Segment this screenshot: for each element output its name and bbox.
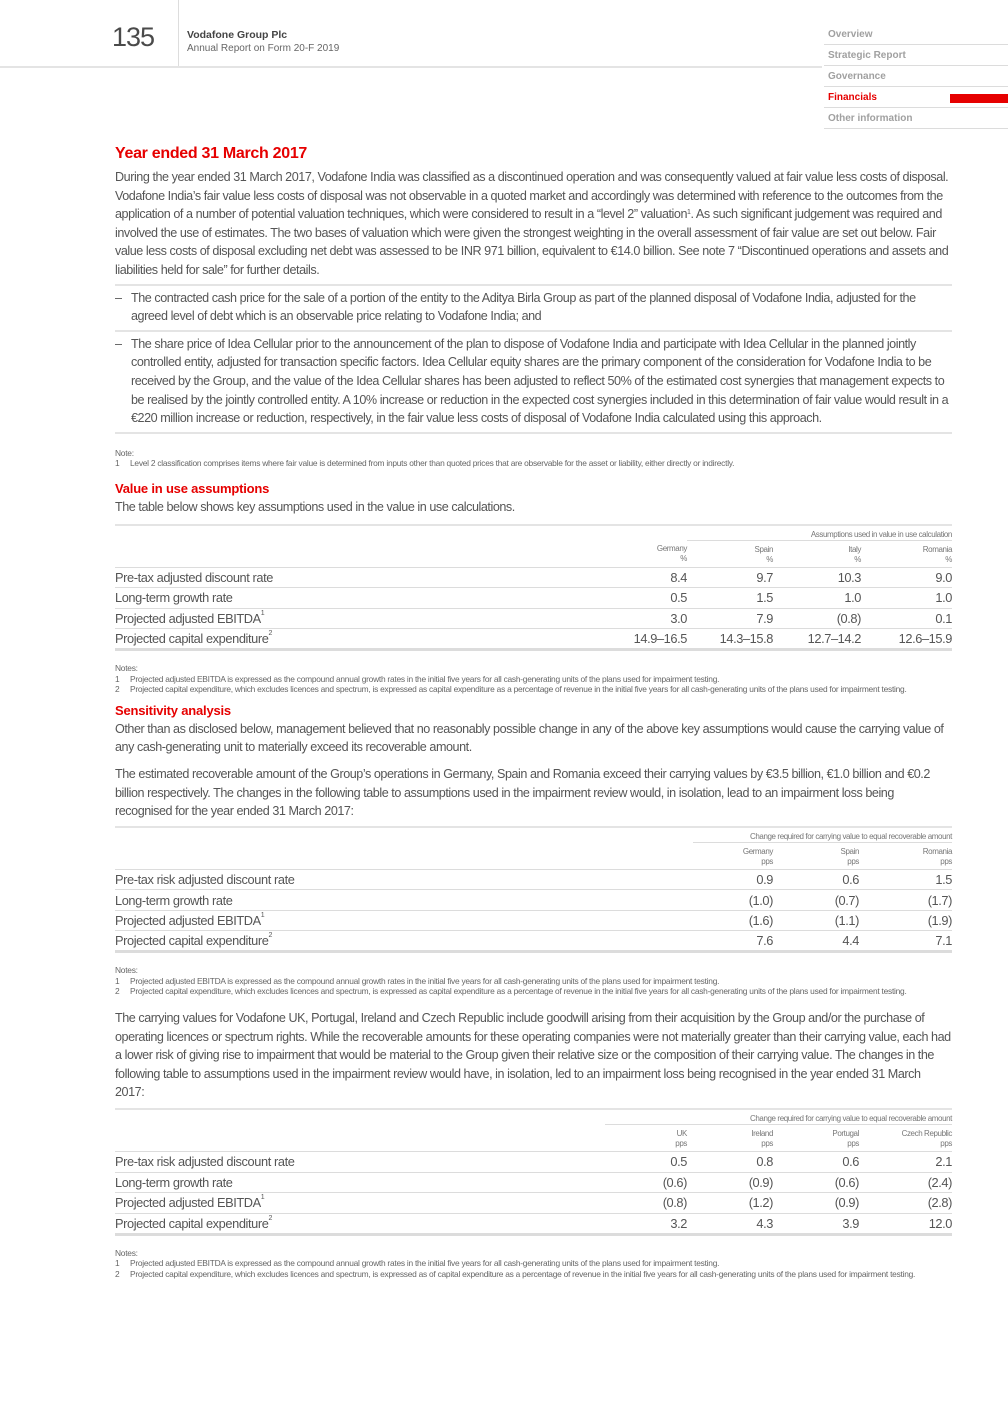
cell: (0.7) [773, 890, 859, 911]
value-in-use-intro: The table below shows key assumptions used in the value in use calculations. [115, 499, 515, 514]
nav-item-other-information[interactable] [824, 108, 1008, 129]
cell: 12.6–15.9 [861, 629, 952, 650]
footnote-ref: 1 [260, 609, 265, 617]
table-row [115, 567, 952, 588]
note-item [115, 986, 952, 997]
valuation-bases-list [115, 286, 952, 434]
column-header [773, 1125, 859, 1152]
note-number: 1 [115, 1258, 120, 1269]
table-row [115, 910, 952, 931]
label-text: Long-term growth rate [115, 892, 233, 908]
notes-label: Notes: [115, 1247, 138, 1258]
note-text: Projected adjusted EBITDA is expressed as the compound annual growth rates in the initial five years for all cash-generating units of the plans used for impairment testing. [130, 673, 720, 684]
label-text: Pre-tax risk adjusted discount rate [115, 872, 295, 887]
col-unit: pps [847, 856, 859, 866]
col-name: Ireland [751, 1129, 773, 1138]
note-text: Projected capital expenditure, which excludes licences and spectrum, is expressed as capital expenditure as a percentage of revenue in the initial five years for all cash-generating units of the plans used for impairment testing. [130, 684, 907, 695]
note-text: Level 2 classification comprises items where fair value is determined from inputs other than quoted prices that are observable for the asset or liability, either directly or indirectly. [130, 458, 735, 469]
list-item-text: The contracted cash price for the sale of a portion of the entity to the Aditya Birla Group as part of the planned disposal of Vodafone India, adjusted for the agreed level of debt which is an observable price relating to Vodafone India; and [131, 290, 916, 324]
col-name: Italy [848, 544, 861, 554]
column-header [859, 842, 952, 869]
cell: (2.8) [859, 1193, 952, 1214]
col-unit: pps [761, 856, 773, 866]
row-label [115, 588, 605, 609]
col-name: Portugal [832, 1129, 859, 1138]
note-number: 2 [115, 684, 120, 695]
value-in-use-table [115, 524, 952, 652]
note-item [115, 674, 952, 685]
text-span: . As such significant judgement was required and involved the use of estimates. The two bases of valuation which were given the strongest weighting in the overall assessment of fair value are set out below. Fair value less costs of disposal excluding net debt was assessed to be INR 971 billion, equivalent to €14.0 billion. See note 7 “Discontinued operations and assets and liabilities held for sale” for further details. [115, 207, 949, 277]
active-indicator [950, 94, 1008, 103]
col-unit: pps [940, 856, 952, 866]
cell: 7.1 [859, 931, 952, 952]
section-title-year-2017: Year ended 31 March 2017 [115, 145, 308, 162]
header-rule [0, 66, 822, 68]
section-title-value-in-use: Value in use assumptions [115, 480, 270, 496]
notes-label: Note: [115, 447, 134, 458]
text-span: During the year ended 31 March 2017, Vodafone India was classified as a discontinued operation and was consequently valued at fair value less costs of disposal. Vodafone India’s fair value less costs of disposal was not observable in a quoted market and accordingly was determined with reference to the outcomes from the application of a number of potential valuation techniques, which were considered to result in a “level 2” valuation [115, 170, 949, 222]
table-row [115, 608, 952, 629]
col-unit: pps [675, 1139, 687, 1148]
cell: (1.0) [693, 890, 773, 911]
cell: 3.0 [605, 608, 687, 629]
cell: 0.8 [687, 1152, 773, 1173]
label-text: Projected adjusted EBITDA [115, 1195, 261, 1211]
cell: (1.6) [693, 910, 773, 931]
main-content [115, 145, 952, 1279]
cell: 0.6 [773, 869, 859, 890]
column-header [687, 540, 773, 567]
cell: 14.3–15.8 [687, 629, 773, 650]
cell: 9.7 [687, 567, 773, 588]
cell: (0.8) [773, 608, 861, 629]
section-title-sensitivity: Sensitivity analysis [115, 702, 231, 718]
page-number: 135 [112, 22, 155, 52]
nav-item-governance[interactable] [824, 66, 1008, 87]
nav-label: Other information [828, 113, 913, 124]
cell: 3.9 [773, 1213, 859, 1234]
cell: 7.9 [687, 608, 773, 629]
label-text: Projected capital expenditure [115, 933, 269, 949]
cell: (1.1) [773, 910, 859, 931]
note-text: Projected adjusted EBITDA is expressed as the compound annual growth rates in the initial five years for all cash-generating units of the plans used for impairment testing. [130, 1258, 720, 1269]
note-text: Projected capital expenditure, which excludes licences and spectrum, is expressed as capital expenditure as a percentage of revenue in the initial five years for all cash-generating units of the plans used for impairment testing. [130, 986, 907, 997]
cell: 12.7–14.2 [773, 629, 861, 650]
table-row [115, 890, 952, 911]
dash-icon: – [115, 290, 122, 305]
nav-label: Governance [828, 71, 886, 82]
list-item [115, 286, 952, 332]
company-name: Vodafone Group Plc [187, 29, 288, 41]
column-header [859, 1125, 952, 1152]
table-row [115, 588, 952, 609]
row-label [115, 1193, 605, 1214]
cell: (0.6) [605, 1172, 687, 1193]
table-row [115, 629, 952, 650]
cell: 10.3 [773, 567, 861, 588]
column-header [605, 1125, 687, 1152]
notes-label: Notes: [115, 965, 138, 976]
notes-label: Notes: [115, 663, 138, 673]
col-unit: pps [847, 1139, 859, 1148]
col-unit: % [680, 554, 687, 563]
label-text: Projected capital expenditure [115, 631, 269, 646]
row-label [115, 931, 693, 952]
cell: 0.5 [605, 588, 687, 609]
note-item [115, 1258, 952, 1269]
section-nav [824, 24, 1008, 129]
nav-label: Overview [828, 29, 873, 40]
sensitivity-table-uk-ireland-portugal-czech [115, 1108, 952, 1236]
label-text: Projected adjusted EBITDA [115, 610, 261, 626]
col-name: Germany [742, 846, 773, 856]
cell: 4.3 [687, 1213, 773, 1234]
dash-icon: – [115, 336, 122, 351]
notes [115, 448, 952, 469]
footnote-ref: 2 [268, 932, 272, 940]
cell: 0.1 [861, 608, 952, 629]
cell: 7.6 [693, 931, 773, 952]
sensitivity-para-1: Other than as disclosed below, management believed that no reasonably possible change in any of the above key assumptions would cause the carrying value of any cash-generating unit to materially exceed its recoverable amount. [115, 721, 944, 755]
intro-paragraph [115, 168, 952, 280]
col-name: Czech Republic [901, 1129, 952, 1138]
nav-item-strategic-report[interactable] [824, 45, 1008, 66]
col-name: Spain [840, 846, 859, 856]
report-title: Annual Report on Form 20-F 2019 [187, 43, 340, 54]
label-text: Long-term growth rate [115, 590, 233, 606]
note-number: 1 [115, 975, 120, 986]
note-number: 2 [115, 1268, 120, 1279]
col-name: Romania [922, 846, 952, 856]
cell: (0.6) [773, 1172, 859, 1193]
cell: 0.6 [773, 1152, 859, 1173]
sensitivity-para-3: The carrying values for Vodafone UK, Portugal, Ireland and Czech Republic include goodwill arising from their acquisition by the Group and/or the purchase of operating licences or spectrum rights. While the recoverable amounts for these operating companies were not materially greater than their carrying value, each had a lower risk of giving rise to impairment that would be material to the Group given their relative size or the composition of their carrying value. The changes in the following table to assumptions used in the impairment review would have, in isolation, led to an impairment loss being recognised in the year ended 31 March 2017: [115, 1011, 951, 1100]
note-number: 1 [115, 673, 120, 684]
table-group-header: Change required for carrying value to equal recoverable amount [605, 1109, 952, 1125]
notes [115, 663, 952, 695]
table-row [115, 1193, 952, 1214]
list-item-text: The share price of Idea Cellular prior to the announcement of the plan to dispose of Vodafone India and participate with Idea Cellular in the planned jointly controlled entity, adjusted for transaction specific factors. Idea Cellular equity shares are the primary component of the consideration for Vodafone India to be received by the Group, and the value of the Idea Cellular shares has been adjusted to reflect 50% of the estimated cost synergies that management expects to be realised by the jointly controlled entity. A 10% increase or reduction in the expected cost synergies included in this determination of fair value would result in a €220 million increase or reduction, respectively, in the fair value less costs of disposal of Vodafone India calculated using this approach. [131, 336, 949, 426]
note-item [115, 684, 952, 695]
sensitivity-para-2: The estimated recoverable amount of the Group’s operations in Germany, Spain and Romania exceed their carrying values by €3.5 billion, €1.0 billion and €0.2 billion respectively. The changes in the following table to assumptions used in the impairment review would, in isolation, lead to an impairment loss being recognised for the year ended 31 March 2017: [115, 766, 930, 819]
row-label [115, 608, 605, 629]
cell: 1.0 [773, 588, 861, 609]
cell: 4.4 [773, 931, 859, 952]
cell: 12.0 [859, 1213, 952, 1234]
footnote-ref: 2 [268, 630, 272, 637]
col-unit: pps [940, 1139, 952, 1148]
column-header [773, 540, 861, 567]
label-text: Pre-tax adjusted discount rate [115, 569, 274, 585]
column-header [693, 842, 773, 869]
col-unit: % [766, 554, 773, 564]
label-text: Projected capital expenditure [115, 1215, 269, 1231]
row-label [115, 910, 693, 931]
column-header [687, 1125, 773, 1152]
table-row [115, 931, 952, 952]
nav-item-financials[interactable] [824, 87, 1008, 108]
cell: 14.9–16.5 [605, 629, 687, 650]
note-number: 2 [115, 986, 120, 997]
row-label [115, 1213, 605, 1234]
cell: 2.1 [859, 1152, 952, 1173]
cell: (0.8) [605, 1193, 687, 1214]
col-name: Romania [922, 544, 952, 554]
note-text: Projected capital expenditure, which excludes licences and spectrum, is expressed as of capital expenditure as a percentage of revenue in the initial five years for all cash-generating units of the plans used for impairment testing. [130, 1268, 916, 1279]
cell: 1.5 [859, 869, 952, 890]
column-header [861, 540, 952, 567]
table-group-header: Change required for carrying value to equal recoverable amount [693, 827, 952, 843]
col-unit: % [945, 554, 952, 564]
table-row [115, 1213, 952, 1234]
label-text: Pre-tax risk adjusted discount rate [115, 1154, 295, 1170]
row-label [115, 869, 693, 890]
col-name: UK [676, 1129, 687, 1138]
nav-item-overview[interactable] [824, 24, 1008, 45]
note-item [115, 976, 952, 987]
label-text: Long-term growth rate [115, 1174, 233, 1190]
nav-label: Strategic Report [828, 50, 906, 61]
cell: (2.4) [859, 1172, 952, 1193]
sensitivity-table-germany-spain-romania [115, 826, 952, 954]
cell: (1.2) [687, 1193, 773, 1214]
cell: 0.5 [605, 1152, 687, 1173]
cell: (0.9) [773, 1193, 859, 1214]
footnote-ref: 1 [260, 1194, 265, 1202]
note-item [115, 1269, 952, 1280]
nav-label: Financials [828, 92, 877, 103]
table-row [115, 1152, 952, 1173]
cell: 3.2 [605, 1213, 687, 1234]
column-header [605, 540, 687, 567]
note-number: 1 [115, 458, 120, 469]
footnote-ref: 1 [260, 912, 265, 919]
cell: 8.4 [605, 567, 687, 588]
row-label [115, 567, 605, 588]
note-text: Projected adjusted EBITDA is expressed as the compound annual growth rates in the initial five years for all cash-generating units of the plans used for impairment testing. [130, 975, 720, 986]
col-unit: % [854, 554, 861, 564]
col-unit: pps [761, 1139, 773, 1148]
cell: 0.9 [693, 869, 773, 890]
table-row [115, 1172, 952, 1193]
cell: (0.9) [687, 1172, 773, 1193]
column-header [773, 842, 859, 869]
notes [115, 1248, 952, 1280]
cell: 1.5 [687, 588, 773, 609]
col-name: Germany [656, 544, 687, 553]
footnote-ref: 1 [687, 209, 691, 217]
cell: (1.9) [859, 910, 952, 931]
label-text: Projected adjusted EBITDA [115, 913, 261, 928]
table-group-header: Assumptions used in value in use calculation [687, 525, 952, 541]
notes [115, 965, 952, 997]
row-label [115, 1152, 605, 1173]
row-label [115, 890, 693, 911]
cell: 9.0 [861, 567, 952, 588]
list-item [115, 332, 952, 434]
cell: (1.7) [859, 890, 952, 911]
row-label [115, 1172, 605, 1193]
note-item [115, 458, 952, 469]
header-divider [178, 0, 179, 66]
row-label [115, 629, 605, 650]
footnote-ref: 2 [268, 1214, 272, 1222]
cell: 1.0 [861, 588, 952, 609]
col-name: Spain [754, 544, 773, 554]
table-row [115, 869, 952, 890]
